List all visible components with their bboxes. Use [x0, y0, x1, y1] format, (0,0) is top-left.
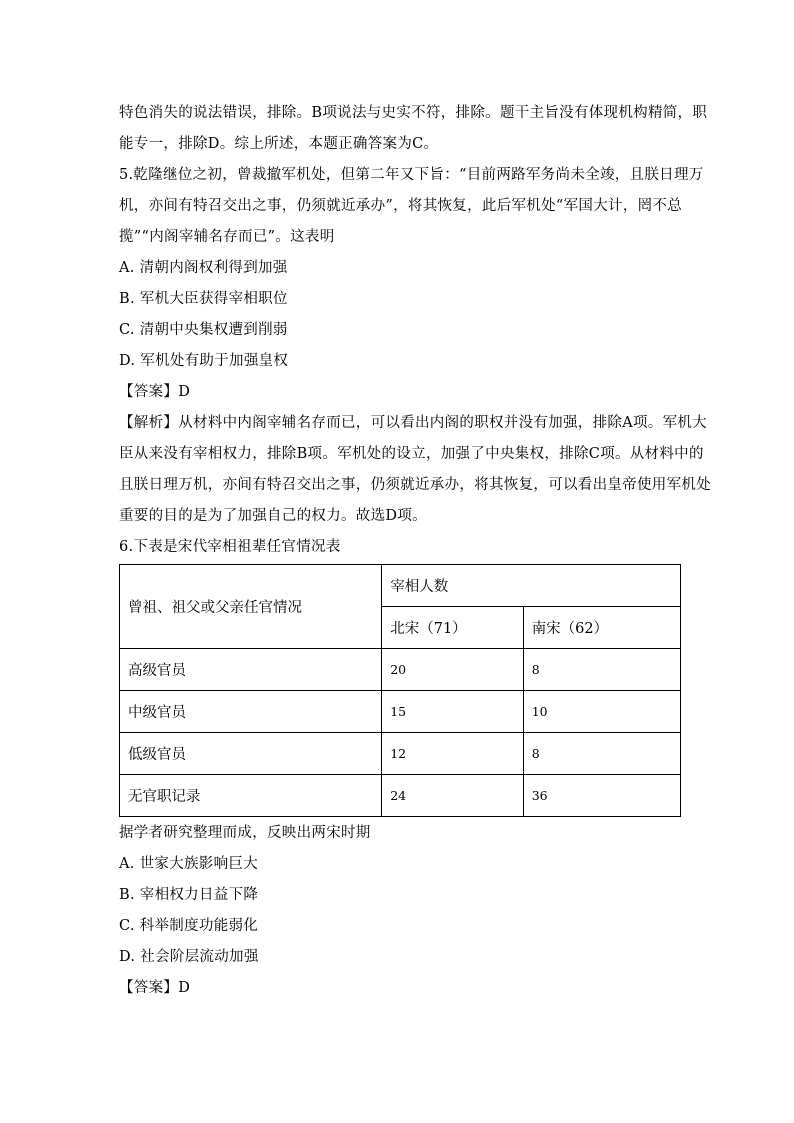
cell-south: 36 — [523, 775, 680, 817]
option-d: D. 军机处有助于加强皇权 — [119, 353, 289, 369]
cell-south: 8 — [523, 649, 680, 691]
option-a: A. 世家大族影响巨大 — [119, 856, 258, 872]
row-label: 中级官员 — [120, 691, 382, 733]
option-b: B. 宰相权力日益下降 — [119, 887, 259, 903]
table-row — [120, 649, 681, 691]
row-label: 无官职记录 — [120, 775, 382, 817]
cell-north: 15 — [382, 691, 523, 733]
row-label: 低级官员 — [120, 733, 382, 775]
table-group-header: 宰相人数 — [382, 565, 681, 607]
answer-label: 【答案】D — [119, 384, 191, 400]
option-c: C. 科举制度功能弱化 — [119, 918, 259, 934]
option-b: B. 军机大臣获得宰相职位 — [119, 291, 288, 307]
row-label: 高级官员 — [120, 649, 382, 691]
column-header-north-song: 北宋（71） — [382, 607, 523, 649]
question-5-stem: 机，亦间有特召交出之事，仍须就近承办”，将其恢复，此后军机处“军国大计，罔不总 — [119, 198, 683, 214]
table-row — [120, 691, 681, 733]
table-row — [120, 775, 681, 817]
cell-south: 10 — [523, 691, 680, 733]
cell-north: 20 — [382, 649, 523, 691]
paragraph-line: 能专一，排除D。综上所述，本题正确答案为C。 — [119, 136, 439, 152]
table-header-row — [120, 565, 681, 607]
paragraph-line: 特色消失的说法错误，排除。B项说法与史实不符，排除。题干主旨没有体现机构精简，职 — [119, 105, 708, 121]
explanation-line: 臣从来没有宰相权力，排除B项。军机处的设立，加强了中央集权，排除C项。从材料中的 — [119, 446, 704, 462]
cell-north: 12 — [382, 733, 523, 775]
question-6-title: 6.下表是宋代宰相祖辈任官情况表 — [119, 539, 341, 555]
table-row-header: 曾祖、祖父或父亲任官情况 — [120, 565, 382, 649]
cell-south: 8 — [523, 733, 680, 775]
prime-minister-ancestry-table — [119, 564, 681, 817]
column-header-south-song: 南宋（62） — [523, 607, 680, 649]
option-a: A. 清朝内阁权利得到加强 — [119, 260, 288, 276]
explanation-line: 重要的目的是为了加强自己的权力。故选D项。 — [119, 508, 427, 524]
question-5-stem: 揽”“内阁宰辅名存而已”。这表明 — [119, 229, 335, 245]
question-5-stem: 5.乾隆继位之初，曾裁撤军机处，但第二年又下旨：“目前两路军务尚未全竣，且朕日理万 — [119, 167, 704, 183]
option-d: D. 社会阶层流动加强 — [119, 949, 259, 965]
explanation-line: 【解析】从材料中内阁宰辅名存而已，可以看出内阁的职权并没有加强，排除A项。军机大 — [119, 415, 707, 431]
cell-north: 24 — [382, 775, 523, 817]
table-source-note: 据学者研究整理而成，反映出两宋时期 — [119, 825, 371, 841]
explanation-line: 且朕日理万机，亦间有特召交出之事，仍须就近承办，将其恢复，可以看出皇帝使用军机处 — [119, 477, 711, 493]
option-c: C. 清朝中央集权遭到削弱 — [119, 322, 288, 338]
table-row — [120, 733, 681, 775]
answer-label: 【答案】D — [119, 980, 191, 996]
